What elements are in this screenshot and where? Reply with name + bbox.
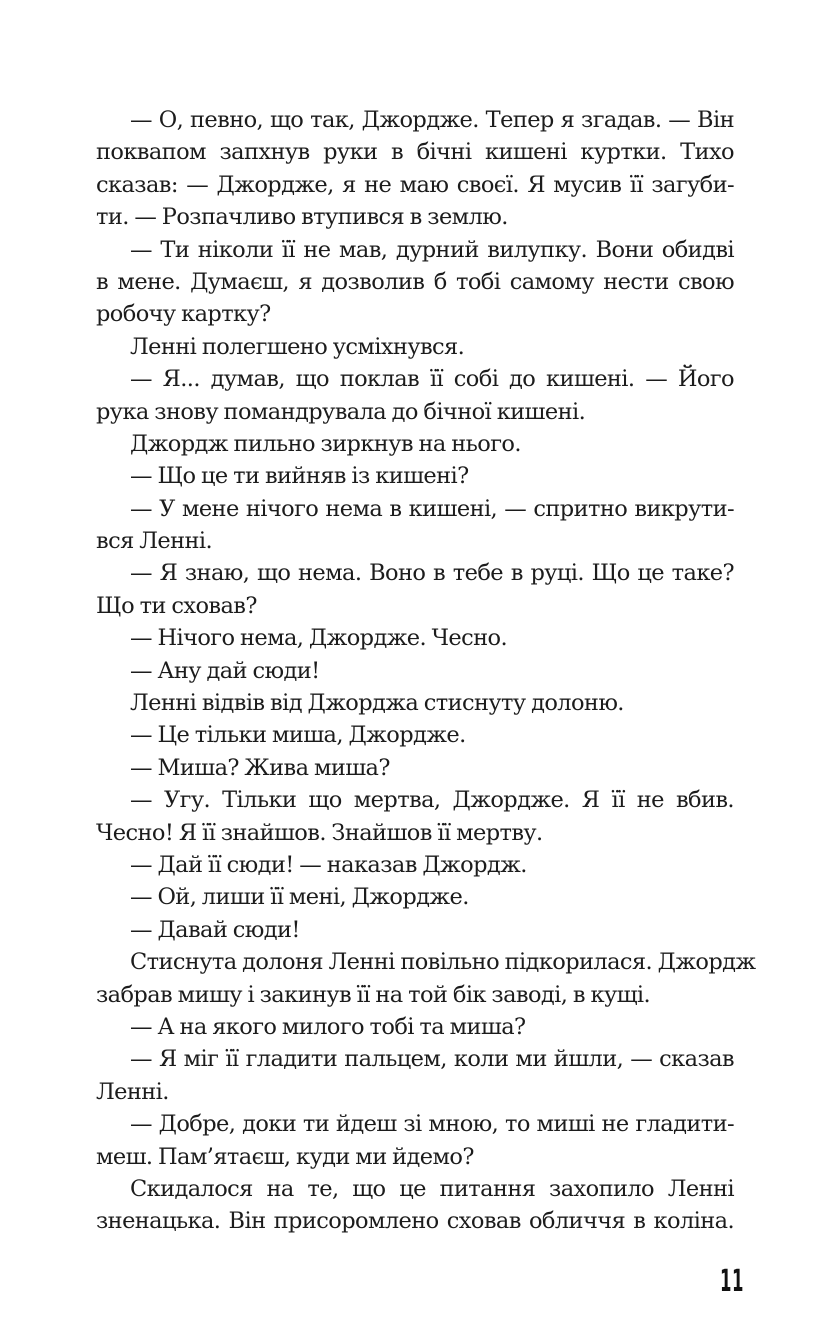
text-line: — Нічого нема, Джордже. Чесно. [130,625,508,652]
text-line: робочу картку? [96,301,271,328]
text-line: забрав мишу і закинув її на той бік заводі, в кущі. [96,981,651,1008]
text-line: — Добре, доки ти йдеш зі мною, то миші не гладити- [130,1111,734,1138]
text-line: Що ти сховав? [96,592,257,619]
text-line: — Ой, лиши її мені, Джордже. [130,884,469,911]
text-line: поквапом запхнув руки в бічні кишені куртки. Тихо [96,139,734,166]
text-line: — Дай її сюди! — наказав Джордж. [130,851,527,878]
text-line: — Давай сюди! [130,916,300,943]
book-page-text [96,104,756,1238]
text-line: — Це тільки миша, Джордже. [130,722,466,749]
page-number: 11 [720,1264,745,1299]
text-line: — Що це ти вийняв із кишені? [130,463,469,490]
text-line: Скидалося на те, що це питання захопило Ленні [130,1175,734,1202]
text-line: меш. Пам’ятаєш, куди ми йдемо? [96,1143,474,1170]
text-line: Ленні полегшено усміхнувся. [130,333,465,360]
text-line: Ленні. [96,1078,169,1105]
text-line: — А на якого милого тобі та миша? [130,1013,526,1040]
text-line: вся Ленні. [96,528,213,555]
text-line: — Ану дай сюди! [130,657,320,684]
text-line: — Я знаю, що нема. Воно в тебе в руці. Що це таке? [130,560,734,587]
text-line: Чесно! Я її знайшов. Знайшов її мертву. [96,819,543,846]
text-line: — Ти ніколи її не мав, дурний вилупку. Вони обидві [130,236,734,263]
text-line: сказав: — Джордже, я не маю своєї. Я мусив її загуби- [96,171,734,198]
text-line: в мене. Думаєш, я дозволив б тобі самому нести свою [96,268,734,295]
text-line: — О, певно, що так, Джордже. Тепер я згадав. — Він [130,107,734,133]
text-line: Ленні відвів від Джорджа стиснуту долоню. [130,690,624,717]
text-line: — Я міг її гладити пальцем, коли ми йшли, — сказав [130,1046,734,1073]
text-line: — Угу. Тільки що мертва, Джордже. Я її не вбив. [130,787,734,814]
text-line: Стиснута долоня Ленні повільно підкорилася. Джордж [130,949,756,976]
text-line: — Я... думав, що поклав її собі до кишені. — Його [130,366,734,393]
text-line: — У мене нічого нема в кишені, — спритно викрути- [130,495,734,522]
text-line: ти. — Розпачливо втупився в землю. [96,204,508,231]
text-line: — Миша? Жива миша? [130,754,390,781]
text-line: Джордж пильно зиркнув на нього. [130,430,521,457]
text-line: рука знову помандрувала до бічної кишені. [96,398,586,425]
text-line: зненацька. Він присоромлено сховав обличчя в коліна. [96,1208,734,1235]
